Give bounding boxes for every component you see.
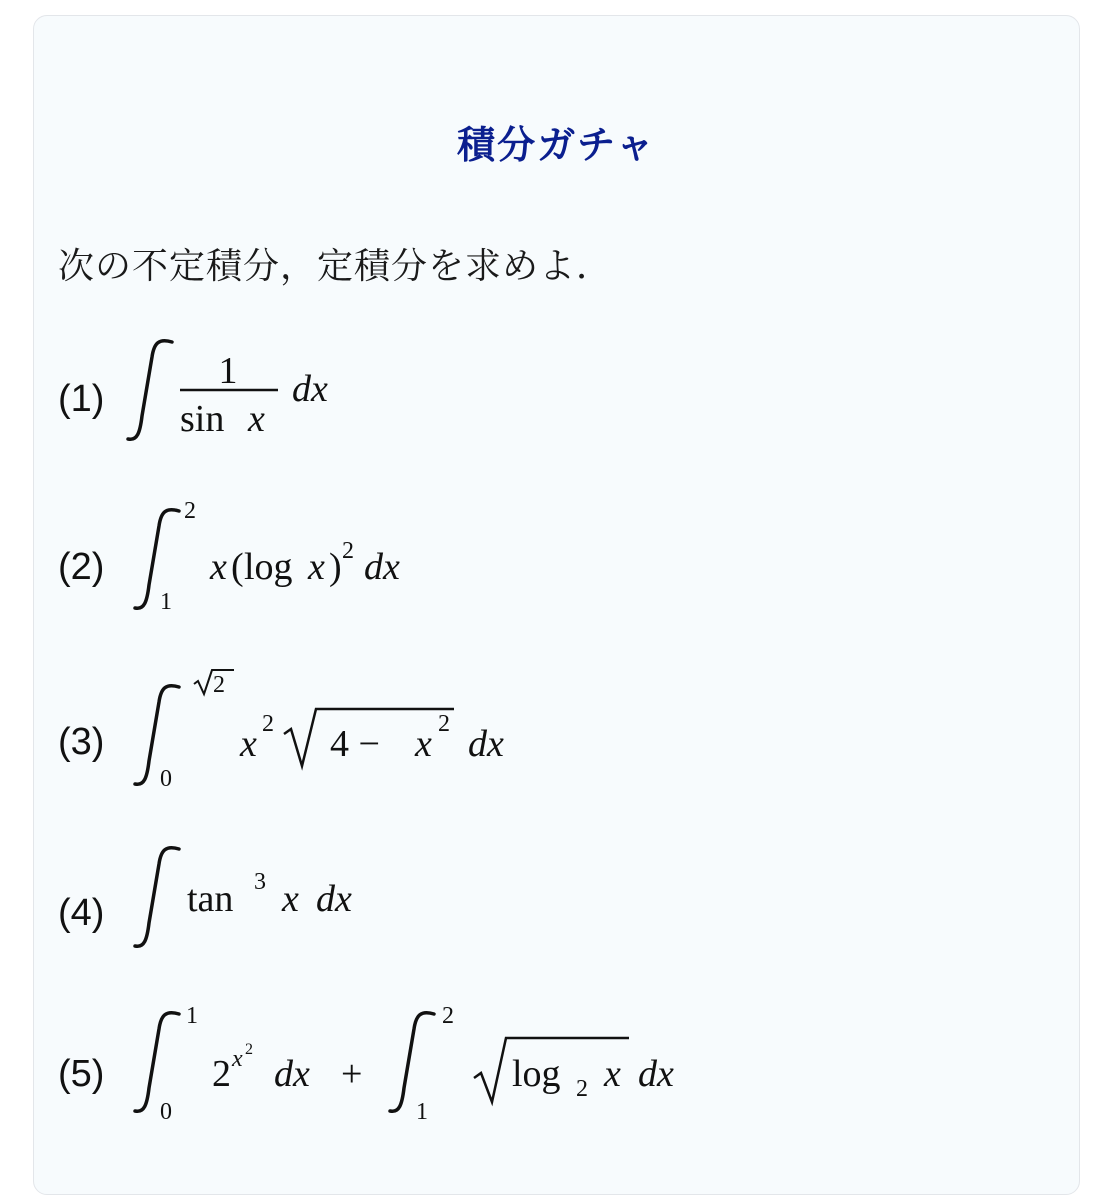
lower-limit-first: 0 bbox=[160, 1099, 172, 1125]
integral-sign bbox=[135, 510, 179, 609]
card-title: 積分ガチャ bbox=[457, 123, 656, 167]
problem-4-expression bbox=[135, 848, 352, 947]
problem-1-expression bbox=[128, 341, 328, 440]
radicand-exponent: 2 bbox=[438, 711, 450, 737]
lower-limit-second: 1 bbox=[416, 1099, 428, 1125]
radicand-constant: 4 − bbox=[330, 723, 380, 765]
radicand-variable: x bbox=[415, 723, 432, 765]
power-exponent-exponent: 2 bbox=[245, 1041, 253, 1058]
problem-label-1: (1) bbox=[58, 378, 105, 420]
problem-2-expression bbox=[135, 498, 400, 615]
instruction-text: 次の不定積分，定積分を求めよ． bbox=[58, 246, 614, 287]
log-argument: x bbox=[604, 1053, 621, 1095]
denominator-variable: x bbox=[248, 398, 265, 440]
problem-label-4: (4) bbox=[58, 892, 105, 934]
differential: dx bbox=[292, 368, 328, 410]
log-base: 2 bbox=[576, 1076, 588, 1102]
problem-3-expression bbox=[135, 670, 504, 792]
upper-limit-radicand: 2 bbox=[213, 672, 225, 698]
denominator-function: sin bbox=[180, 398, 225, 440]
problem-label-5: (5) bbox=[58, 1053, 105, 1095]
paren-close: ) bbox=[329, 546, 342, 588]
log-argument: x bbox=[308, 546, 325, 588]
problem-card bbox=[33, 15, 1080, 1195]
problem-label-3: (3) bbox=[58, 721, 105, 763]
lower-limit: 0 bbox=[160, 766, 172, 792]
argument-variable: x bbox=[282, 878, 299, 920]
integrand-variable: x bbox=[210, 546, 227, 588]
upper-limit-first: 1 bbox=[186, 1003, 198, 1029]
fraction-numerator: 1 bbox=[218, 350, 238, 392]
power-base: 2 bbox=[212, 1053, 231, 1095]
integrand-variable: x bbox=[240, 723, 257, 765]
lower-limit: 1 bbox=[160, 589, 172, 615]
plus-sign: + bbox=[341, 1053, 363, 1095]
integral-sign-second bbox=[390, 1013, 434, 1112]
differential: dx bbox=[468, 723, 504, 765]
problem-5-expression bbox=[135, 1003, 674, 1125]
integral-sign bbox=[135, 848, 179, 947]
differential: dx bbox=[316, 878, 352, 920]
differential-second: dx bbox=[638, 1053, 674, 1095]
exponent: 2 bbox=[342, 538, 354, 564]
integral-sign-first bbox=[135, 1013, 179, 1112]
differential-first: dx bbox=[274, 1053, 310, 1095]
math-formulas bbox=[34, 16, 1081, 1196]
upper-limit: 2 bbox=[184, 498, 196, 524]
log-function: log bbox=[244, 546, 293, 588]
integrand-exponent: 2 bbox=[262, 711, 274, 737]
integral-sign bbox=[135, 686, 179, 785]
paren-open: ( bbox=[231, 546, 244, 588]
tan-function: tan bbox=[187, 878, 234, 920]
exponent: 3 bbox=[254, 869, 266, 895]
power-exponent-variable: x bbox=[232, 1046, 243, 1072]
log-function: log bbox=[512, 1053, 561, 1095]
problem-label-2: (2) bbox=[58, 546, 105, 588]
differential: dx bbox=[364, 546, 400, 588]
upper-limit-second: 2 bbox=[442, 1003, 454, 1029]
integral-sign bbox=[128, 341, 172, 440]
